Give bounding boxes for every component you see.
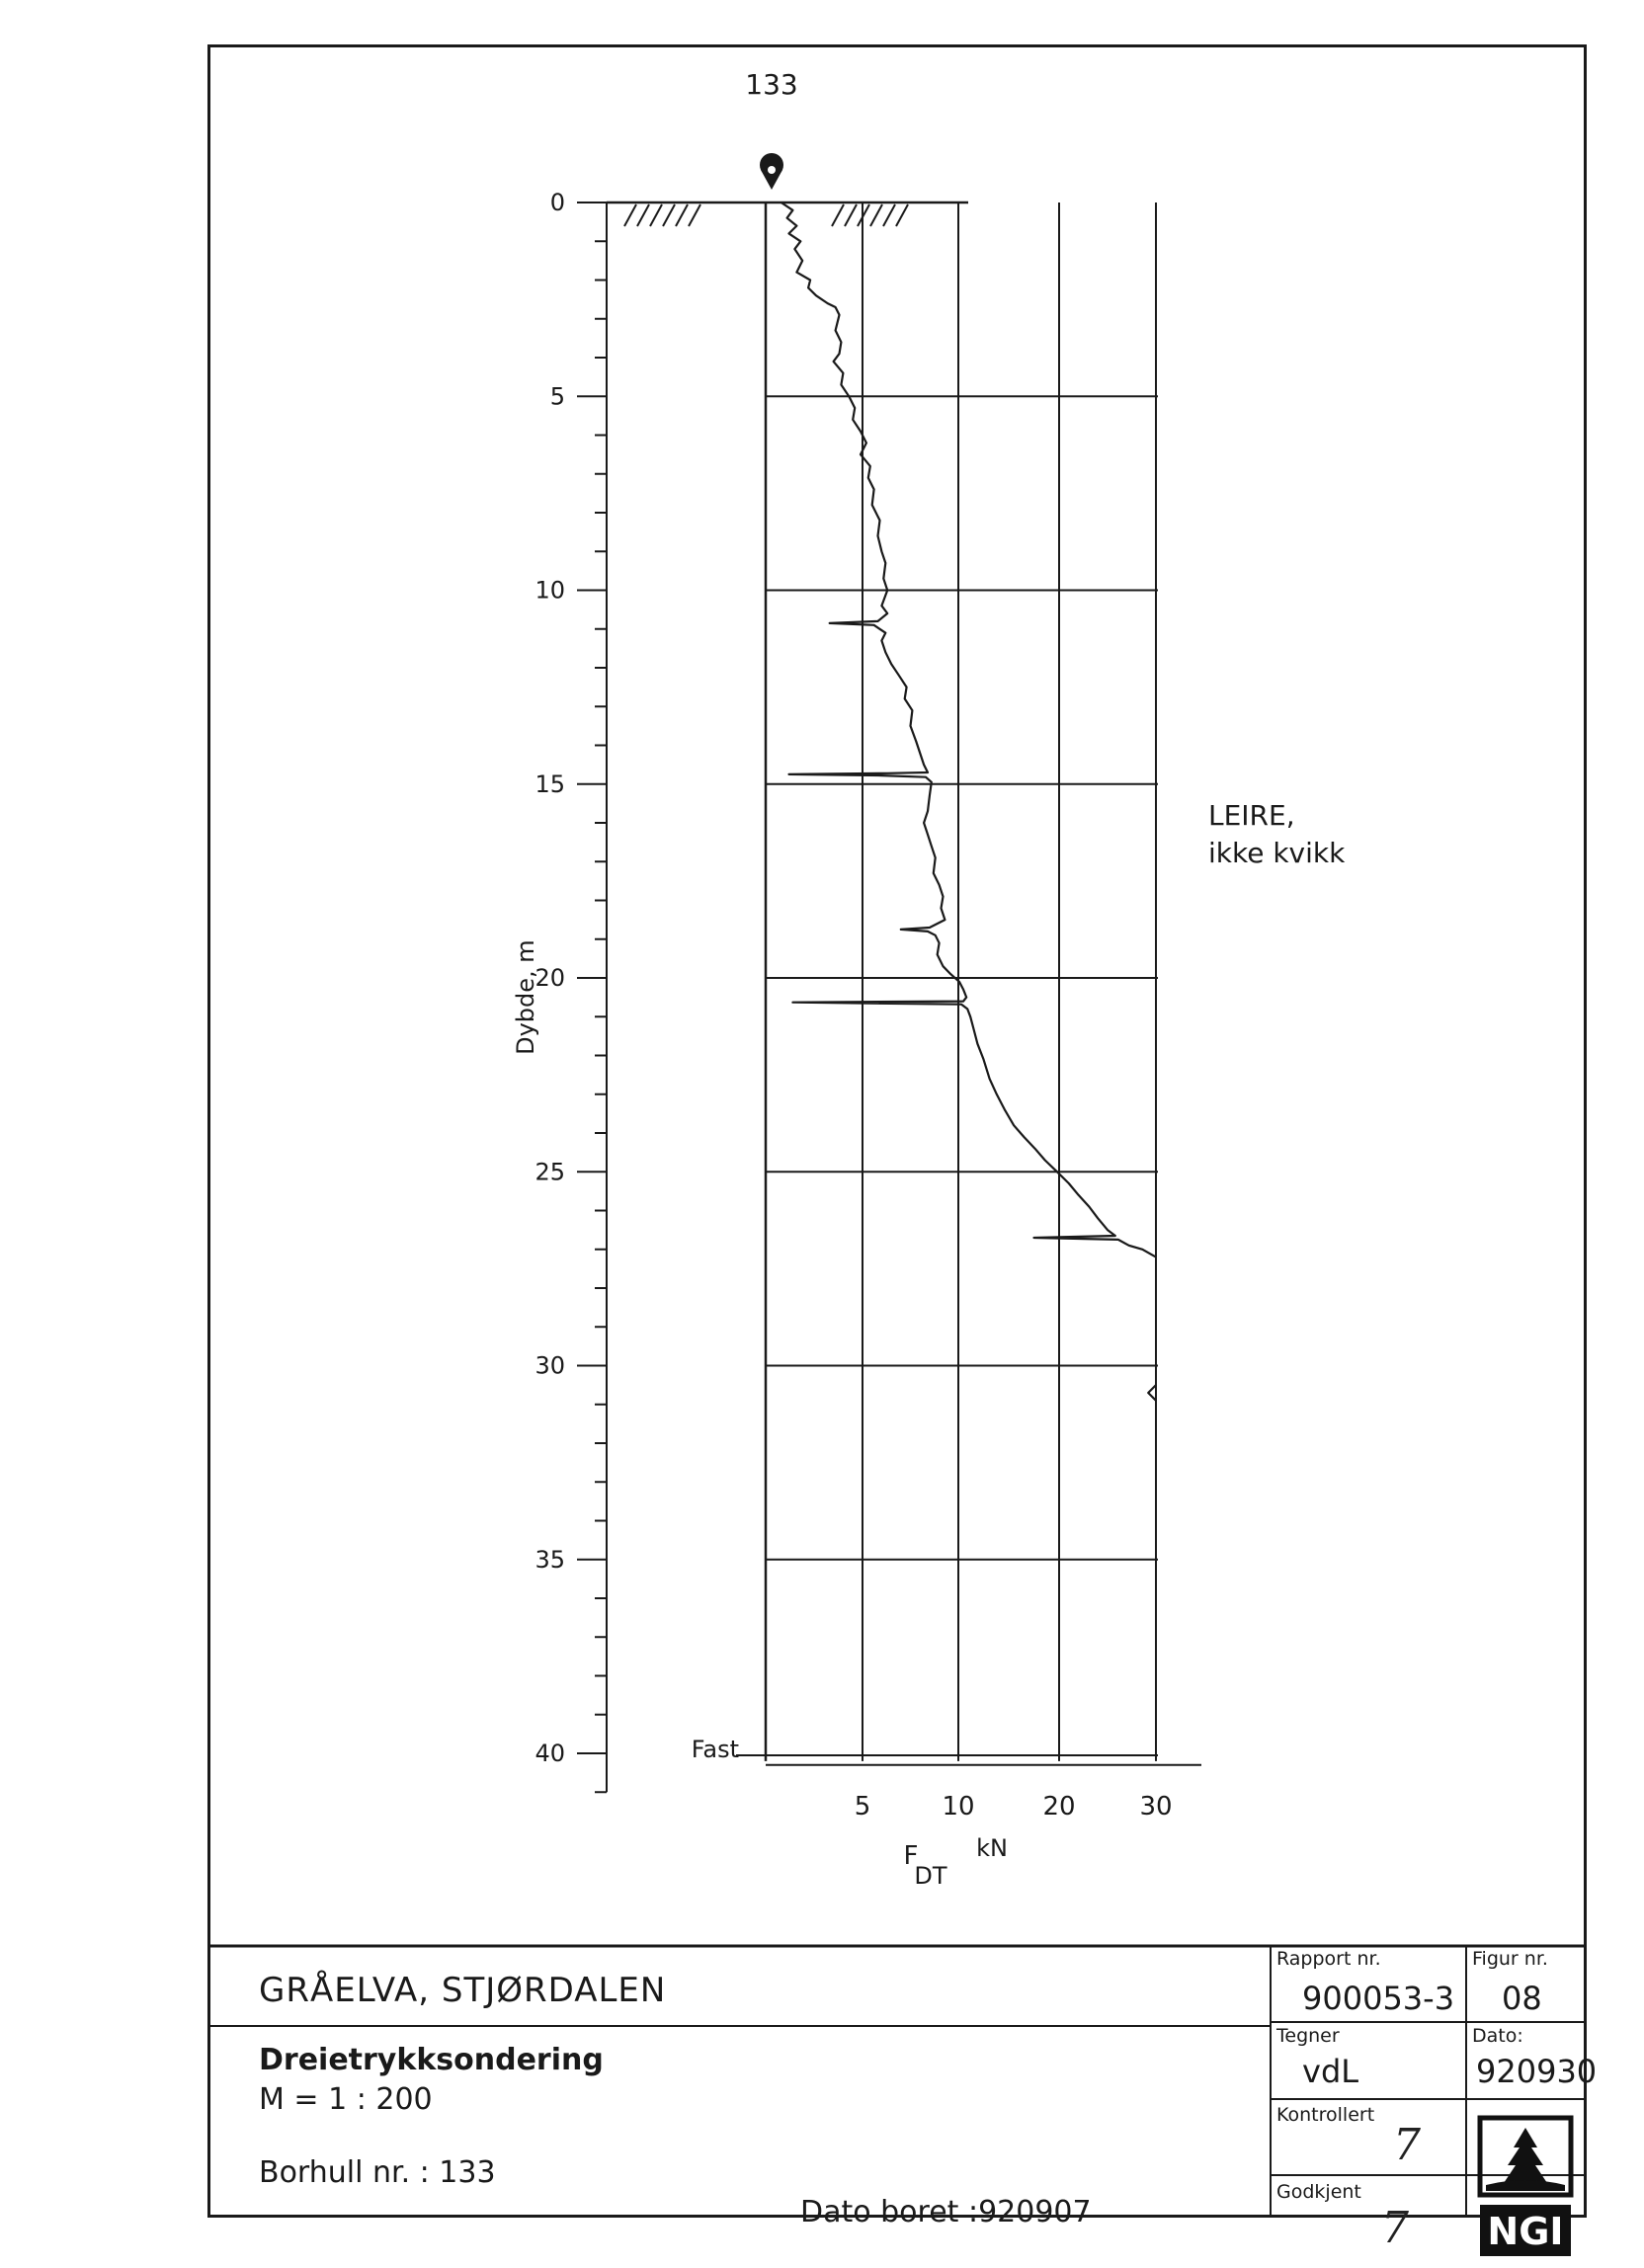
x-tick-label: 30 [1139, 1791, 1173, 1822]
soil-annotation-line2: ikke kvikk [1208, 837, 1346, 869]
depth-tick-label: 5 [549, 382, 565, 411]
date-drilled-text: Dato boret :920907 [800, 2195, 1092, 2229]
depth-tick-label: 10 [534, 576, 565, 605]
project-title: GRÅELVA, STJØRDALEN [259, 1971, 667, 2010]
x-tick-label: 10 [942, 1791, 975, 1822]
fast-label: Fast [691, 1736, 739, 1763]
kontrollert-label: Kontrollert [1276, 2104, 1375, 2126]
chart-axes [577, 202, 1201, 1792]
godkjent-label: Godkjent [1276, 2181, 1361, 2203]
ground-hatch [883, 204, 895, 226]
x-tick-label: 20 [1042, 1791, 1076, 1822]
force-series-line [781, 202, 1156, 1257]
depth-tick-label: 20 [534, 964, 565, 992]
y-axis-label: Dybde, m [512, 939, 539, 1055]
x-axis-label-subscript: DT [914, 1861, 947, 1890]
figur-value: 08 [1502, 1980, 1542, 2017]
tegner-value: vdL [1302, 2053, 1359, 2090]
ground-hatch [624, 204, 636, 226]
borehole-label: 133 [745, 68, 798, 101]
ground-hatch [870, 204, 882, 226]
x-axis-unit: kN [976, 1833, 1008, 1862]
ground-hatch [845, 204, 857, 226]
depth-tick-label: 30 [534, 1351, 565, 1380]
dato-value: 920930 [1476, 2053, 1598, 2090]
depth-tick-label: 0 [549, 189, 565, 216]
depth-tick-label: 15 [534, 770, 565, 798]
chart-marks [781, 202, 1156, 1401]
borehole-text: Borhull nr. : 133 [259, 2155, 496, 2190]
depth-tick-label: 25 [534, 1158, 565, 1186]
x-tick-label: 5 [854, 1791, 871, 1822]
rapport-value: 900053-3 [1302, 1980, 1455, 2017]
kontrollert-signature: 7 [1393, 2120, 1421, 2170]
x-axis-label: F [903, 1840, 919, 1871]
logo-text: NGI [1487, 2210, 1564, 2253]
ngi-logo-icon [1476, 2114, 1575, 2262]
ground-hatch [689, 204, 700, 226]
rapport-label: Rapport nr. [1276, 1948, 1381, 1970]
scale-text: M = 1 : 200 [259, 2082, 433, 2117]
force-series-line [1148, 1385, 1156, 1401]
ground-hatch [676, 204, 688, 226]
godkjent-signature: 7 [1381, 2203, 1409, 2253]
ground-hatch [832, 204, 844, 226]
ground-hatch [650, 204, 662, 226]
ground-hatch [663, 204, 675, 226]
depth-tick-label: 35 [534, 1545, 565, 1574]
ground-hatch [637, 204, 649, 226]
soil-annotation-line1: LEIRE, [1208, 799, 1295, 832]
method-title: Dreietrykksondering [259, 2043, 604, 2077]
borehole-marker-hole [768, 166, 776, 174]
depth-tick-label: 40 [534, 1740, 565, 1767]
dato-label: Dato: [1472, 2025, 1523, 2047]
tegner-label: Tegner [1276, 2025, 1340, 2047]
figur-label: Figur nr. [1472, 1948, 1548, 1970]
ground-hatch [896, 204, 908, 226]
